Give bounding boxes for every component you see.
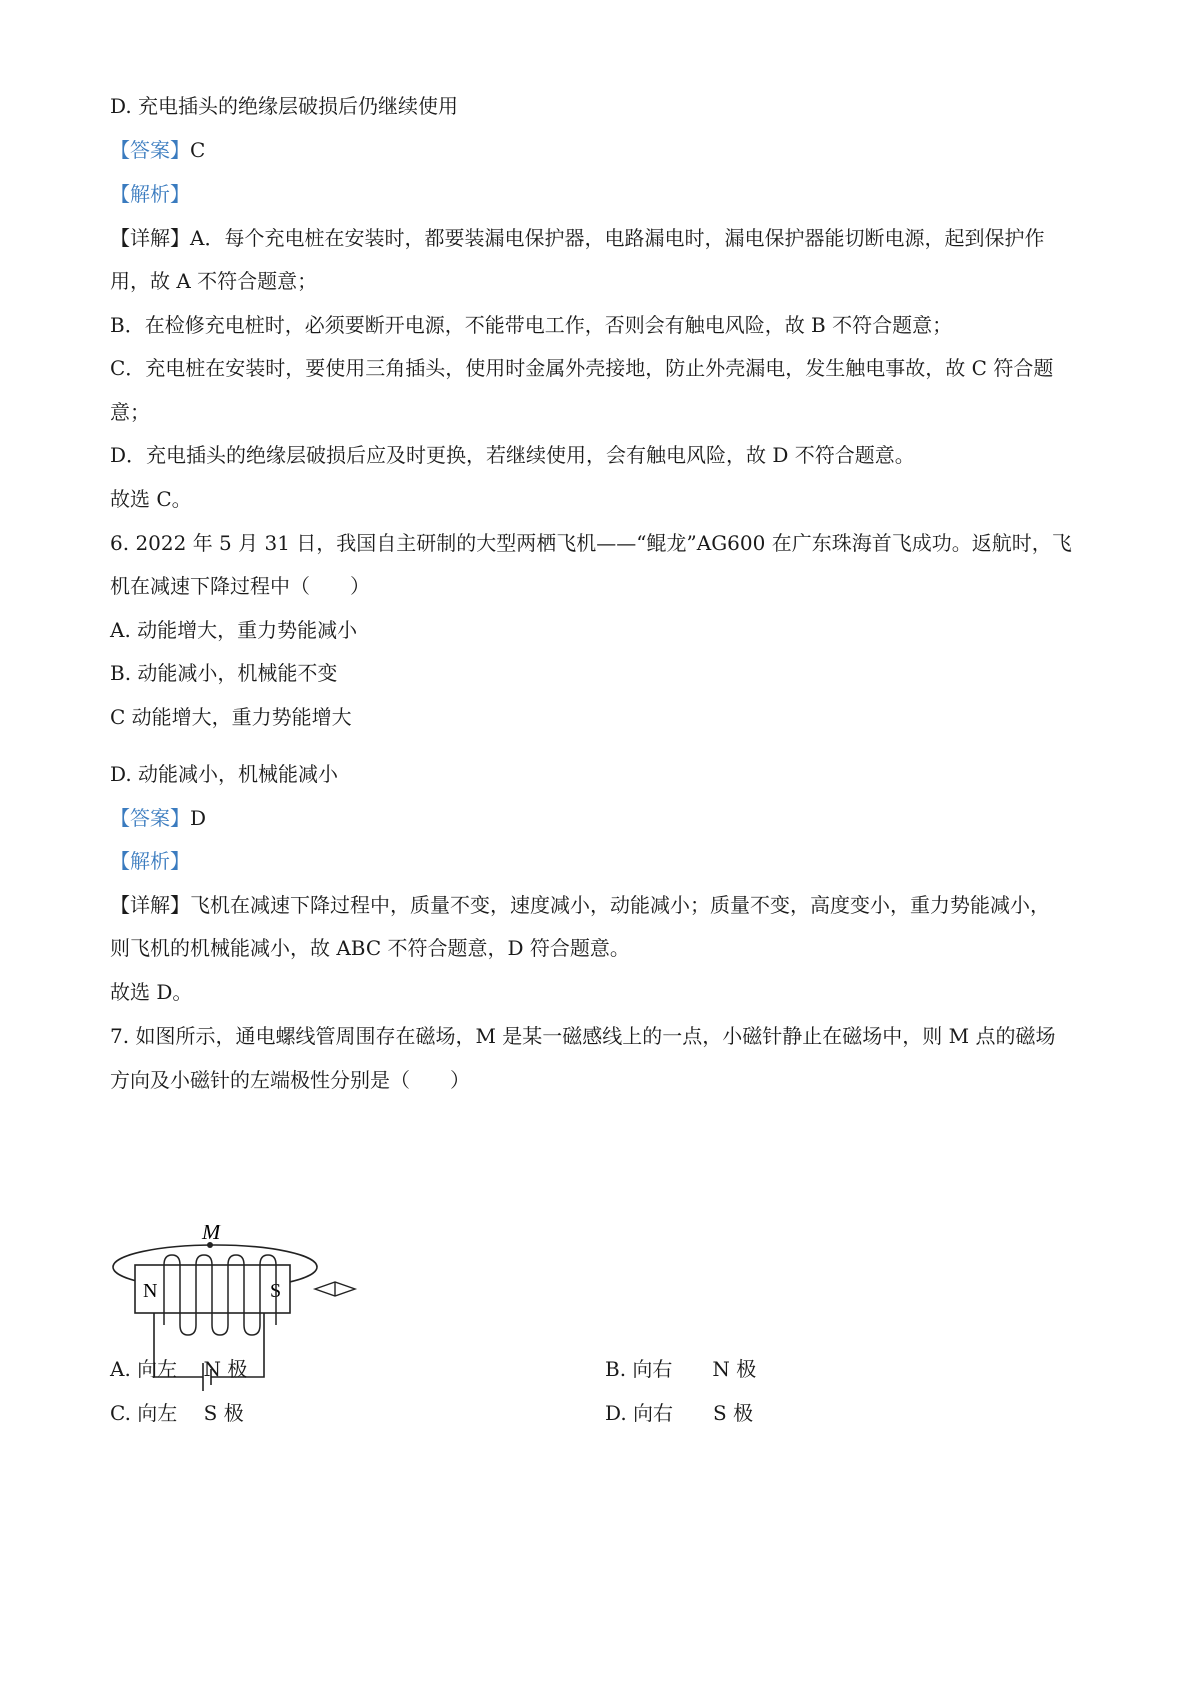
q5-answer-line [110, 136, 205, 164]
answer-tag: 【答案】 [110, 806, 190, 830]
detail-text: 飞机在减速下降过程中，质量不变，速度减小，动能减小；质量不变，高度变小，重力势能减小， [190, 893, 1050, 917]
q7-stem-line2: 方向及小磁针的左端极性分别是（ ） [110, 1068, 470, 1092]
answer-tag: 【答案】 [110, 138, 190, 162]
q5-conclusion: 故选 C。 [110, 487, 192, 511]
q6-answer-line [110, 804, 206, 832]
q5-detail-a-line1 [110, 224, 1044, 252]
q6-detail-line2: 则飞机的机械能减小，故 ABC 不符合题意，D 符合题意。 [110, 936, 630, 960]
q7-option-b: B. 向右 N 极 [605, 1357, 757, 1381]
compass-needle [315, 1282, 355, 1296]
q6-option-d: D. 动能减小，机械能减小 [110, 762, 339, 786]
q6-option-b: B. 动能减小，机械能不变 [110, 661, 338, 685]
q6-analysis-tag: 【解析】 [110, 849, 190, 873]
answer-value: D [190, 806, 207, 830]
detail-tag: 【详解】 [110, 226, 190, 250]
point-m-label: M [202, 1225, 221, 1244]
q6-option-c: C 动能增大，重力势能增大 [110, 705, 352, 729]
answer-value: C [190, 138, 206, 162]
q5-detail-b: B．在检修充电桩时，必须要断开电源，不能带电工作，否则会有触电风险，故 B 不符合题意； [110, 313, 953, 337]
q6-detail-line1 [110, 891, 1050, 919]
right-pole-label: S [270, 1280, 282, 1302]
q6-stem-line2: 机在减速下降过程中（ ） [110, 574, 370, 598]
q5-analysis-tag: 【解析】 [110, 182, 190, 206]
q5-detail-c-line1: C．充电桩在安装时，要使用三角插头，使用时金属外壳接地，防止外壳漏电，发生触电事故，故 C 符合题 [110, 356, 1054, 380]
q6-option-a: A. 动能增大，重力势能减小 [110, 618, 358, 642]
q7-option-c: C. 向左 S 极 [110, 1401, 244, 1425]
q7-option-d: D. 向右 S 极 [605, 1401, 754, 1425]
detail-text: A．每个充电桩在安装时，都要装漏电保护器，电路漏电时，漏电保护器能切断电源，起到保护作 [190, 226, 1045, 250]
q5-detail-a-line2: 用，故 A 不符合题意； [110, 269, 318, 293]
q5-option-d: D. 充电插头的绝缘层破损后仍继续使用 [110, 94, 459, 118]
q7-option-a: A. 向左 N 极 [110, 1357, 248, 1381]
q5-detail-d: D．充电插头的绝缘层破损后应及时更换，若继续使用，会有触电风险，故 D 不符合题意。 [110, 443, 915, 467]
q7-stem-line1: 7. 如图所示，通电螺线管周围存在磁场，M 是某一磁感线上的一点，小磁针静止在磁场中，则 M 点的磁场 [110, 1024, 1056, 1048]
q6-stem-line1: 6. 2022 年 5 月 31 日，我国自主研制的大型两栖飞机——“鲲龙”AG600 在广东珠海首飞成功。返航时，飞 [110, 531, 1072, 555]
detail-tag: 【详解】 [110, 893, 190, 917]
q5-detail-c-line2: 意； [110, 400, 150, 424]
q6-conclusion: 故选 D。 [110, 980, 193, 1004]
left-pole-label: N [143, 1280, 158, 1302]
